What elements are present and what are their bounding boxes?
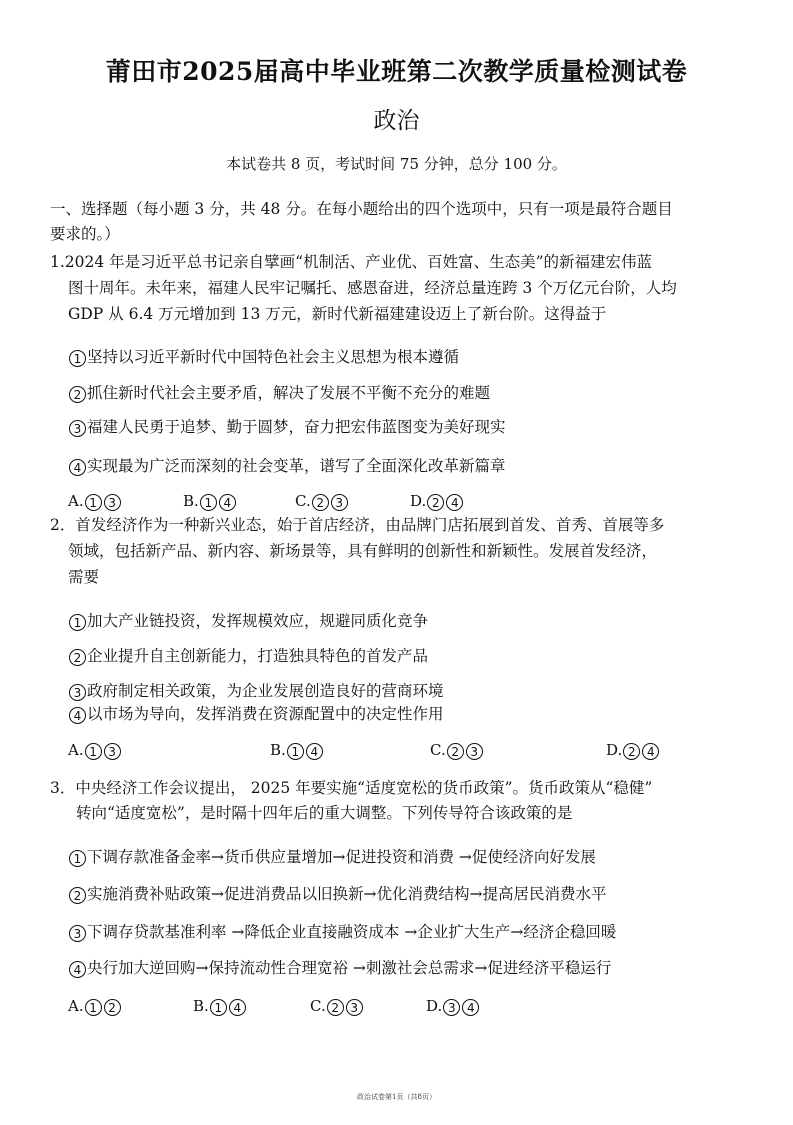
- exam-info: 本试卷共 8 页，考试时间 75 分钟，总分 100 分。: [226, 155, 567, 173]
- option-item: [68, 679, 444, 701]
- option-text: 抓住新时代社会主要矛盾，解决了发展不平衡不充分的难题: [87, 384, 491, 402]
- option-text: 实施消费补贴政策→促进消费品以旧换新→优化消费结构→提高居民消费水平: [87, 885, 607, 903]
- option-item: [68, 920, 616, 942]
- page-title: 莆田市2025届高中毕业班第二次教学质量检测试卷: [105, 57, 688, 86]
- option-item: [68, 345, 459, 367]
- option-number: 4: [69, 707, 86, 724]
- option-number: 2: [69, 386, 86, 403]
- answer-choice-b[interactable]: B. 1 4: [270, 741, 324, 760]
- option-number: 3: [69, 925, 86, 942]
- option-item: [68, 644, 428, 666]
- option-text: 福建人民勇于追梦、勤于圆梦，奋力把宏伟蓝图变为美好现实: [87, 418, 506, 436]
- answer-choice-b[interactable]: B. 1 4: [193, 997, 247, 1016]
- option-item: [68, 381, 490, 403]
- answer-choice-a[interactable]: A. 1 3: [68, 741, 122, 760]
- subject-title: 政治: [373, 108, 420, 134]
- option-number: 1: [69, 850, 86, 867]
- question-stem-line: 转向“适度宽松”，是时隔十四年后的重大调整。下列传导符合该政策的是: [76, 804, 573, 822]
- section-heading-line2: 要求的。）: [50, 225, 120, 243]
- option-number: 1: [69, 614, 86, 631]
- option-item: [68, 454, 506, 476]
- question-stem-line: 1.2024 年是习近平总书记亲自擘画“机制活、产业优、百姓富、生态美”的新福建宏伟蓝: [50, 253, 653, 271]
- option-item: [68, 845, 596, 867]
- answer-choice-a[interactable]: A. 1 3: [68, 492, 122, 511]
- answer-choice-a[interactable]: A. 1 2: [68, 997, 122, 1016]
- page-footer: 政治试卷第1页（共8页）: [357, 1093, 436, 1101]
- answer-choice-c[interactable]: C. 2 3: [295, 492, 349, 511]
- option-number: 1: [69, 350, 86, 367]
- option-item: [68, 702, 444, 724]
- question-stem-line: 2．首发经济作为一种新兴业态，始于首店经济，由品牌门店拓展到首发、首秀、首展等多: [50, 516, 665, 534]
- option-text: 下调存贷款基准利率 →降低企业直接融资成本 →企业扩大生产→经济企稳回暖: [87, 923, 617, 941]
- option-number: 2: [69, 887, 86, 904]
- option-text: 加大产业链投资，发挥规模效应，规避同质化竞争: [87, 612, 429, 630]
- option-item: [68, 415, 506, 437]
- option-text: 下调存款准备金率→货币供应量增加→促进投资和消费 →促使经济向好发展: [87, 848, 596, 866]
- answer-choice-b[interactable]: B. 1 4: [183, 492, 237, 511]
- question-stem-line: GDP 从 6.4 万元增加到 13 万元，新时代新福建建设迈上了新台阶。这得益于: [68, 305, 607, 323]
- option-number: 3: [69, 684, 86, 701]
- option-text: 央行加大逆回购→保持流动性合理宽裕 →刺激社会总需求→促进经济平稳运行: [87, 959, 612, 977]
- option-number: 3: [69, 420, 86, 437]
- option-item: [68, 956, 611, 978]
- option-item: [68, 609, 428, 631]
- option-number: 4: [69, 961, 86, 978]
- option-number: 4: [69, 459, 86, 476]
- option-item: [68, 882, 606, 904]
- question-stem-line: 领域，包括新产品、新内容、新场景等，具有鲜明的创新性和新颖性。发展首发经济，: [68, 542, 658, 560]
- answer-choice-d[interactable]: D. 2 4: [410, 492, 464, 511]
- question-stem-line: 图十周年。未年来，福建人民牢记嘱托、感恩奋进，经济总量连跨 3 个万亿元台阶，人均: [68, 279, 677, 297]
- option-text: 企业提升自主创新能力，打造独具特色的首发产品: [87, 647, 429, 665]
- option-number: 2: [69, 649, 86, 666]
- answer-choice-d[interactable]: D. 2 4: [606, 741, 660, 760]
- option-text: 以市场为导向，发挥消费在资源配置中的决定性作用: [87, 705, 444, 723]
- question-stem-line: 3．中央经济工作会议提出， 2025 年要实施“适度宽松的货币政策”。货币政策从“稳健”: [50, 779, 653, 797]
- answer-choice-d[interactable]: D. 3 4: [426, 997, 480, 1016]
- section-heading-line1: 一、选择题（每小题 3 分，共 48 分。在每小题给出的四个选项中，只有一项是最符合题目: [50, 200, 673, 218]
- option-text: 坚持以习近平新时代中国特色社会主义思想为根本遵循: [87, 348, 460, 366]
- answer-choice-c[interactable]: C. 2 3: [310, 997, 364, 1016]
- answer-choice-c[interactable]: C. 2 3: [430, 741, 484, 760]
- question-stem-line: 需要: [68, 568, 100, 586]
- option-text: 实现最为广泛而深刻的社会变革，谱写了全面深化改革新篇章: [87, 457, 506, 475]
- option-text: 政府制定相关政策，为企业发展创造良好的营商环境: [87, 682, 444, 700]
